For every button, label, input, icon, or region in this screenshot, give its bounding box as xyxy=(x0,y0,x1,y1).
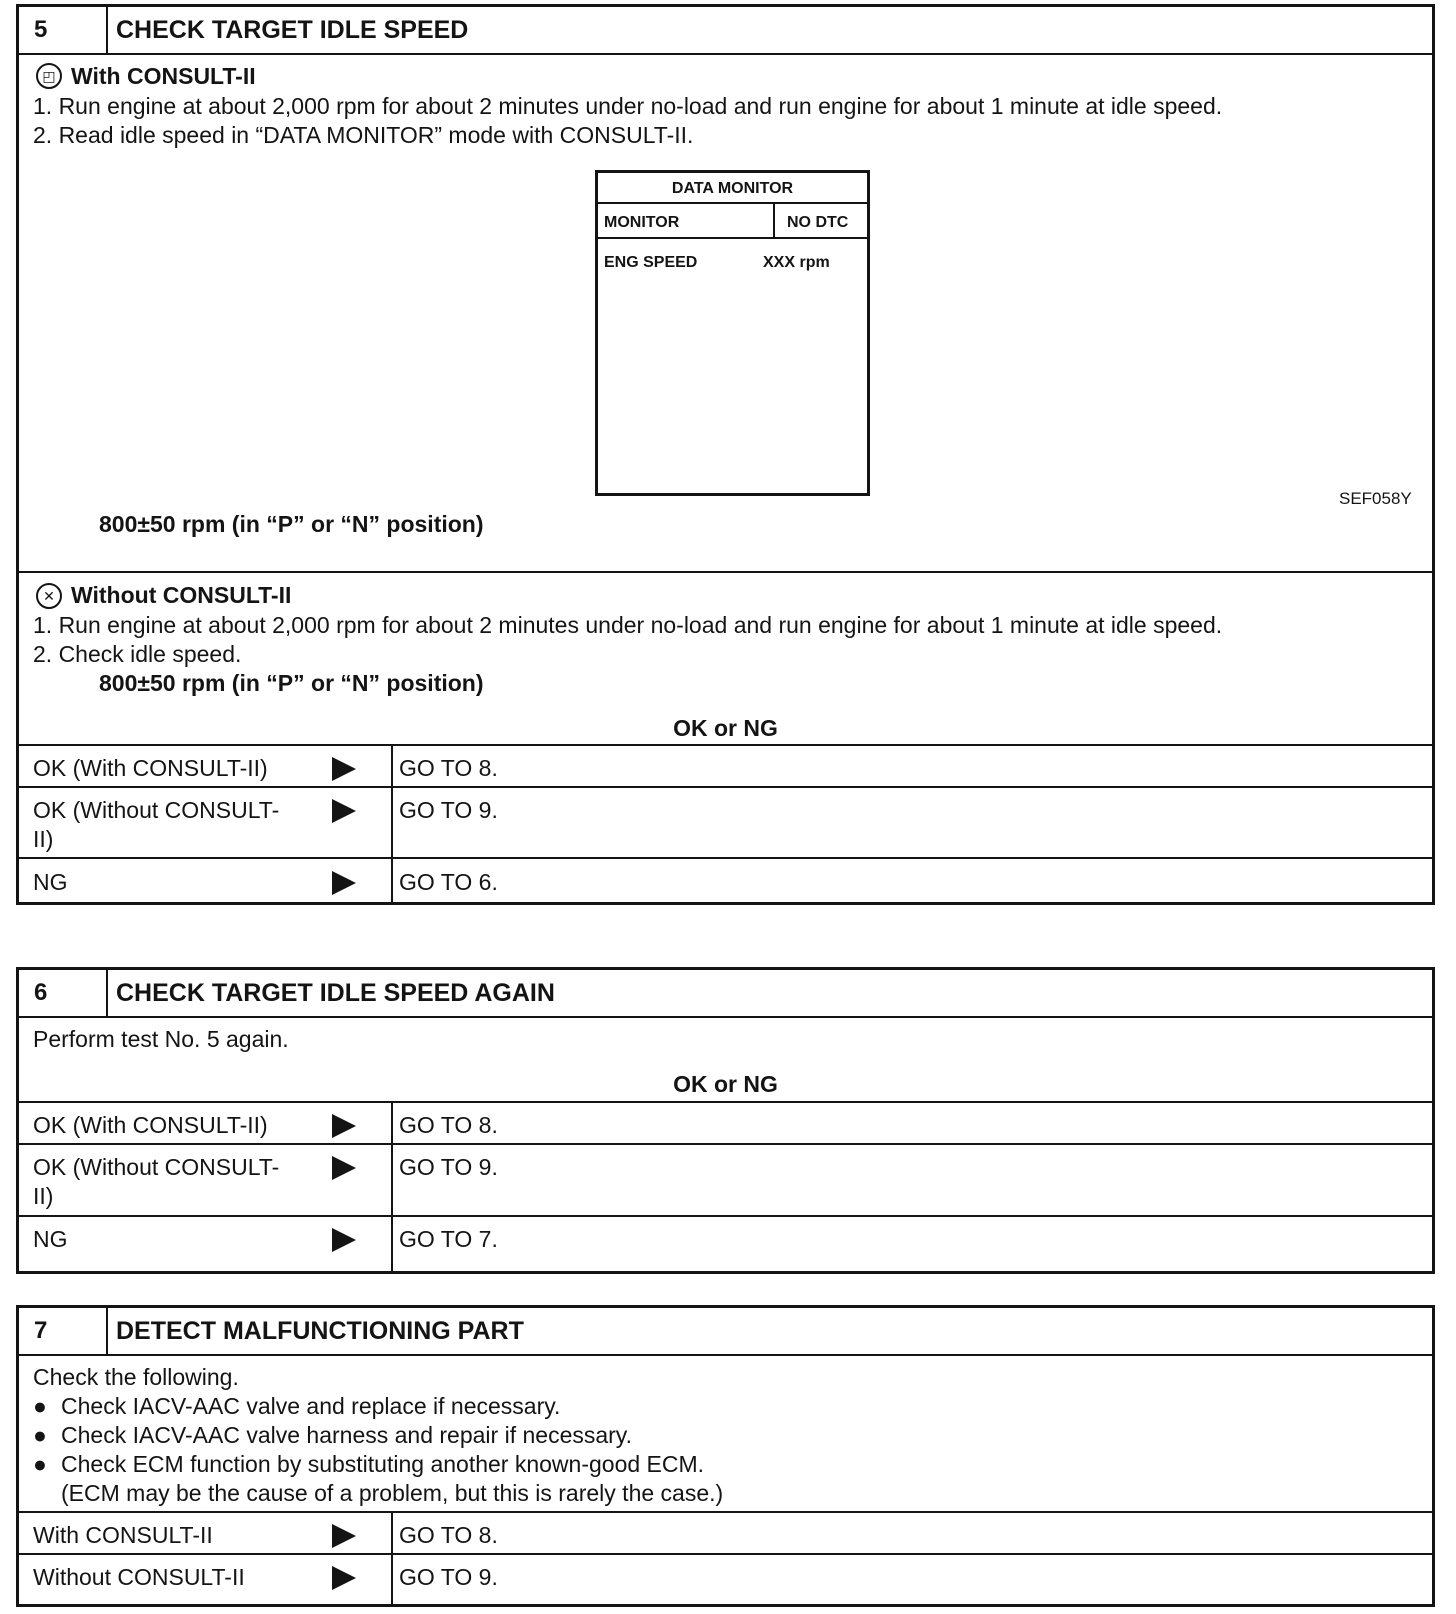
bullet-icon: ● xyxy=(33,1451,47,1477)
no-consult-tool-icon: ✕ xyxy=(36,583,62,609)
result-condition: II) xyxy=(33,826,54,852)
without-consult-heading: Without CONSULT-II xyxy=(71,582,292,608)
check-intro: Check the following. xyxy=(33,1364,239,1390)
result-condition: NG xyxy=(33,869,68,895)
step-5-block xyxy=(16,4,1435,905)
result-action: GO TO 8. xyxy=(399,755,498,781)
step-6-block xyxy=(16,967,1435,1274)
arrow-icon xyxy=(332,1524,356,1548)
monitor-column-header: MONITOR xyxy=(604,214,680,231)
arrow-icon xyxy=(332,757,356,781)
arrow-icon xyxy=(332,1114,356,1138)
result-condition: OK (With CONSULT-II) xyxy=(33,755,268,781)
result-action: GO TO 8. xyxy=(399,1112,498,1138)
step-title: DETECT MALFUNCTIONING PART xyxy=(116,1316,524,1345)
without-step-1: 1. Run engine at about 2,000 rpm for about 2 minutes under no-load and run engine for about 1 minute at idle speed. xyxy=(33,612,1223,638)
monitor-item-value: XXX rpm xyxy=(763,254,830,271)
result-condition: Without CONSULT-II xyxy=(33,1564,245,1590)
result-label: OK or NG xyxy=(673,1071,778,1097)
result-condition: OK (With CONSULT-II) xyxy=(33,1112,268,1138)
result-action: GO TO 6. xyxy=(399,869,498,895)
step-title: CHECK TARGET IDLE SPEED xyxy=(116,15,469,44)
data-monitor-title: DATA MONITOR xyxy=(671,180,794,197)
without-step-2: 2. Check idle speed. xyxy=(33,641,242,667)
monitor-item-label: ENG SPEED xyxy=(604,254,698,271)
step-6-header xyxy=(19,970,1432,1018)
idle-speed-spec: 800±50 rpm (in “P” or “N” position) xyxy=(99,670,484,696)
step-number: 5 xyxy=(19,7,108,53)
arrow-icon xyxy=(332,799,356,823)
step-number: 6 xyxy=(19,970,108,1016)
result-action: GO TO 7. xyxy=(399,1226,498,1252)
arrow-icon xyxy=(332,1228,356,1252)
result-condition: NG xyxy=(33,1226,68,1252)
step-number: 7 xyxy=(19,1308,108,1354)
with-consult-heading: With CONSULT-II xyxy=(71,63,256,89)
dtc-status: NO DTC xyxy=(787,214,849,231)
result-condition: With CONSULT-II xyxy=(33,1522,213,1548)
figure-code: SEF058Y xyxy=(1339,489,1412,508)
result-label: OK or NG xyxy=(673,715,778,741)
with-step-2: 2. Read idle speed in “DATA MONITOR” mode with CONSULT-II. xyxy=(33,122,694,148)
result-action: GO TO 9. xyxy=(399,1154,498,1180)
result-action: GO TO 9. xyxy=(399,1564,498,1590)
arrow-icon xyxy=(332,1566,356,1590)
result-condition: II) xyxy=(33,1183,54,1209)
result-action: GO TO 9. xyxy=(399,797,498,823)
consult-tool-icon: ◰ xyxy=(36,63,62,89)
with-step-1: 1. Run engine at about 2,000 rpm for about 2 minutes under no-load and run engine for about 1 minute at idle speed. xyxy=(33,93,1223,119)
step-instruction: Perform test No. 5 again. xyxy=(33,1026,289,1052)
bullet-icon: ● xyxy=(33,1393,47,1419)
step-title: CHECK TARGET IDLE SPEED AGAIN xyxy=(116,978,555,1007)
bullet-icon: ● xyxy=(33,1422,47,1448)
result-action: GO TO 8. xyxy=(399,1522,498,1548)
check-item-text: Check IACV-AAC valve and replace if necessary. xyxy=(61,1393,561,1419)
arrow-icon xyxy=(332,1156,356,1180)
data-monitor-screen xyxy=(595,170,870,496)
check-note: (ECM may be the cause of a problem, but this is rarely the case.) xyxy=(61,1480,724,1506)
step-5-header xyxy=(19,7,1432,55)
result-condition: OK (Without CONSULT- xyxy=(33,1154,280,1180)
result-condition: OK (Without CONSULT- xyxy=(33,797,280,823)
step-7-block xyxy=(16,1305,1435,1607)
check-item-text: Check ECM function by substituting another known-good ECM. xyxy=(61,1451,705,1477)
step-7-header xyxy=(19,1308,1432,1356)
idle-speed-spec: 800±50 rpm (in “P” or “N” position) xyxy=(99,511,484,537)
arrow-icon xyxy=(332,871,356,895)
check-item-text: Check IACV-AAC valve harness and repair if necessary. xyxy=(61,1422,632,1448)
